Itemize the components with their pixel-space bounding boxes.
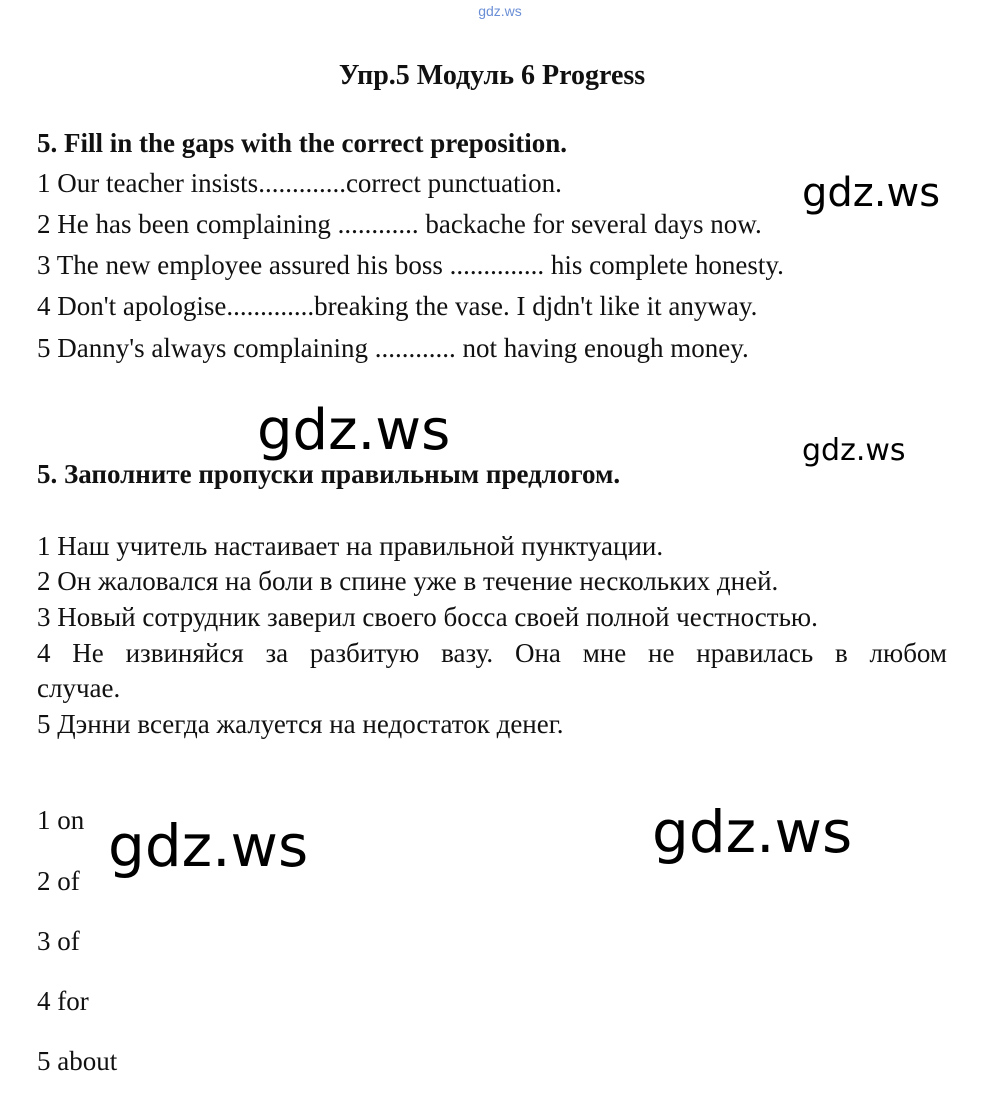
watermark: gdz.ws (108, 812, 309, 880)
russian-line-3: 3 Новый сотрудник заверил своего босса своей полной честностью. (37, 602, 818, 632)
russian-line-4-cont: случае. (37, 673, 121, 703)
answer-4: 4 for (37, 986, 89, 1016)
english-line-2: 2 He has been complaining ............ backache for several days now. (37, 209, 762, 239)
english-line-3: 3 The new employee assured his boss .............. his complete honesty. (37, 250, 784, 280)
english-line-1: 1 Our teacher insists.............correct punctuation. (37, 168, 562, 198)
answer-3: 3 of (37, 926, 80, 956)
answer-1: 1 on (37, 805, 85, 835)
answer-2: 2 of (37, 866, 80, 896)
watermark: gdz.ws (802, 433, 906, 468)
watermark: gdz.ws (257, 398, 451, 463)
russian-line-5: 5 Дэнни всегда жалуется на недостаток денег. (37, 709, 564, 739)
english-line-4: 4 Don't apologise.............breaking the vase. I djdn't like it anyway. (37, 291, 758, 321)
watermark: gdz.ws (802, 170, 941, 216)
english-line-5: 5 Danny's always complaining ............ not having enough money. (37, 333, 749, 363)
english-heading: 5. Fill in the gaps with the correct preposition. (37, 128, 567, 158)
russian-line-4: 4 Не извиняйся за разбитую вазу. Она мне не нравилась в любом (37, 638, 947, 668)
watermark: gdz.ws (652, 798, 853, 866)
answer-5: 5 about (37, 1046, 118, 1076)
russian-line-2: 2 Он жаловался на боли в спине уже в течение нескольких дней. (37, 566, 779, 596)
top-watermark: gdz.ws (478, 3, 522, 19)
russian-heading: 5. Заполните пропуски правильным предлогом. (37, 459, 621, 489)
page-title: Упр.5 Модуль 6 Progress (338, 60, 646, 91)
russian-line-1: 1 Наш учитель настаивает на правильной пунктуации. (37, 531, 664, 561)
